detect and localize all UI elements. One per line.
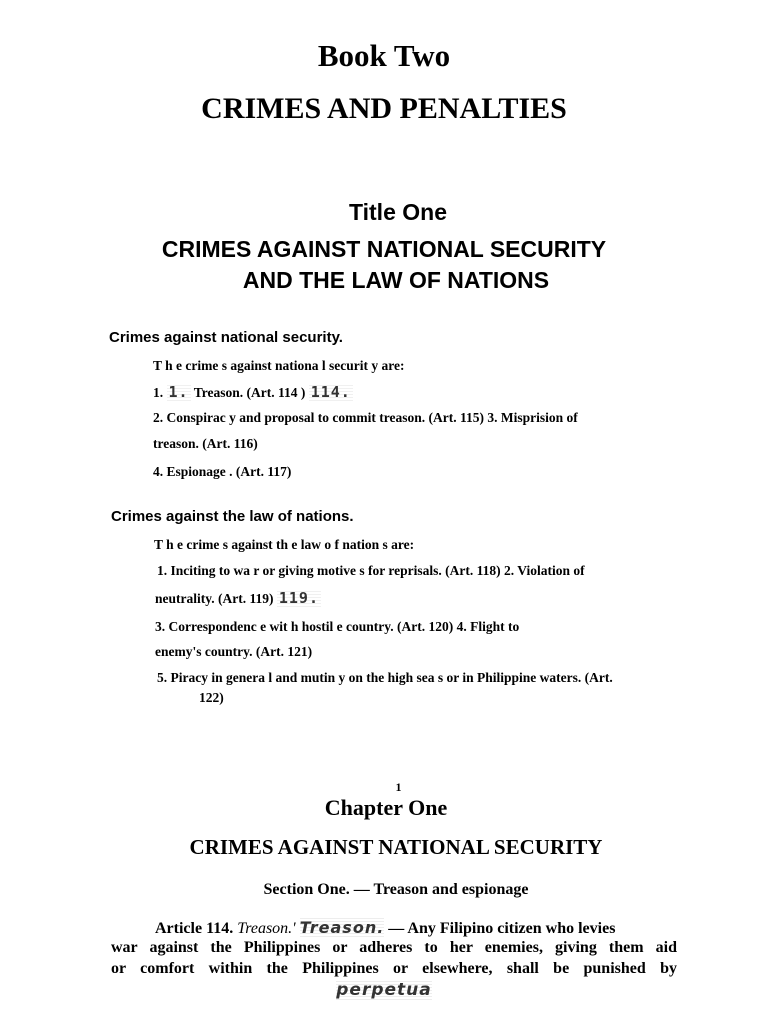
list-item-piracy-cont: 122) [199,690,224,705]
national-security-intro: T h e crime s against nationa l securit y are: [153,358,405,373]
ocr-artifact: Treason. [299,918,385,937]
list-item-flight: enemy's country. (Art. 121) [155,644,313,659]
ocr-artifact: 1. [168,383,189,401]
title-label: Title One [349,199,447,225]
article-italic-title: Treason.' [237,920,296,937]
list-item-conspiracy: 2. Conspirac y and proposal to commit treason. (Art. 115) 3. Misprision of [153,410,578,425]
list-item-espionage: 4. Espionage . (Art. 117) [153,464,292,479]
article-line-4 [0,980,768,1000]
law-of-nations-intro: T h e crime s against th e law o f nation s are: [154,537,415,552]
list-item-inciting: 1. Inciting to wa r or giving motive s for reprisals. (Art. 118) 2. Violation of [157,563,585,578]
ocr-artifact: 114. [310,383,351,401]
article-label: Article 114. [155,920,234,937]
item-number: 1. [153,385,164,400]
list-item-correspondence: 3. Correspondenc e wit h hostil e country. (Art. 120) 4. Flight to [155,619,520,634]
article-line-2: war against the Philippines or adheres to her enemies, giving them aid [111,939,677,956]
chapter-label: Chapter One [324,795,448,820]
ocr-artifact: perpetua [336,980,432,1000]
list-item-treason [153,382,353,403]
article-first-line [155,918,615,938]
chapter-title: CRIMES AGAINST NATIONAL SECURITY [189,835,603,859]
list-item-misprision: treason. (Art. 116) [153,436,258,451]
article-line-3: or comfort within the Philippines or elsewhere, shall be punished by [111,960,677,977]
article-text: — Any Filipino citizen who levies [388,920,616,937]
book-title: CRIMES AND PENALTIES [201,92,567,125]
item-text: Treason. (Art. 114 ) [193,385,306,400]
title-subtitle-line2: AND THE LAW OF NATIONS [242,267,550,293]
ocr-artifact: 119. [278,589,319,607]
section-title: Section One. — Treason and espionage [263,881,529,898]
title-subtitle-line1: CRIMES AGAINST NATIONAL SECURITY [161,236,607,262]
book-label: Book Two [317,38,451,73]
law-of-nations-heading: Crimes against the law of nations. [111,508,354,525]
item-text: neutrality. (Art. 119) [155,591,274,606]
footnote-marker: 1 [395,780,402,794]
list-item-neutrality [155,588,321,609]
list-item-piracy: 5. Piracy in genera l and mutin y on the high sea s or in Philippine waters. (Art. [157,670,613,685]
national-security-heading: Crimes against national security. [109,329,343,346]
